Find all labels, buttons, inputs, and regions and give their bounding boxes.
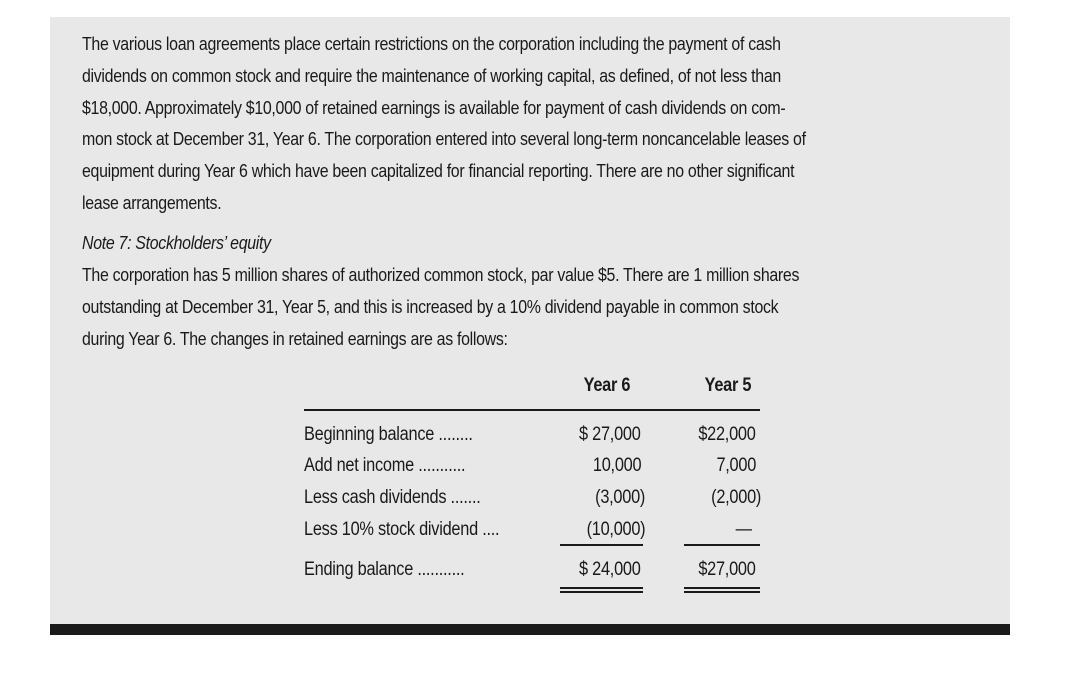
row-year6-value: (10,000) xyxy=(586,519,645,540)
row-year6-value: 10,000 xyxy=(592,455,641,476)
text-line: The corporation has 5 million shares of authorized common stock, par value $5. There are 1 million shares xyxy=(82,264,800,285)
header-year6: Year 6 xyxy=(583,375,630,396)
header-year5: Year 5 xyxy=(704,375,751,396)
text-line: during Year 6. The changes in retained earnings are as follows: xyxy=(82,327,508,349)
text-line: dividends on common stock and require the maintenance of working capital, as defined, of not less than xyxy=(82,64,781,86)
row-year6-value: $ 24,000 xyxy=(579,559,641,580)
total-double-rule-year6 xyxy=(560,591,643,593)
note-title: Note 7: Stockholders’ equity xyxy=(82,232,271,253)
row-label: Less 10% stock dividend .... xyxy=(304,519,500,540)
text-line: equipment during Year 6 which have been capitalized for financial reporting. There are no other significant xyxy=(82,160,795,182)
total-double-rule-year5 xyxy=(684,591,760,593)
text-line: The various loan agreements place certain restrictions on the corporation including the payment of cash xyxy=(82,33,781,54)
subtotal-rule-year6 xyxy=(560,544,643,546)
text-line: outstanding at December 31, Year 5, and this is increased by a 10% dividend payable in common stock xyxy=(82,295,779,317)
text-line: lease arrangements. xyxy=(82,191,222,213)
retained-earnings-table xyxy=(50,17,1010,625)
text-line: mon stock at December 31, Year 6. The corporation entered into several long-term noncancelable leases of xyxy=(82,128,806,150)
row-year5-value: $27,000 xyxy=(698,559,756,580)
header-rule xyxy=(304,409,760,411)
row-year5-value: $22,000 xyxy=(698,424,756,445)
row-year6-value: (3,000) xyxy=(595,487,645,508)
total-rule-year5 xyxy=(684,587,760,589)
row-label: Less cash dividends ....... xyxy=(304,487,481,508)
row-year6-value: $ 27,000 xyxy=(579,424,641,445)
document-panel xyxy=(50,17,1010,625)
row-year5-value: — xyxy=(735,519,752,540)
subtotal-rule-year5 xyxy=(684,544,760,546)
bottom-rule-bar xyxy=(50,624,1010,635)
row-label: Beginning balance ........ xyxy=(304,424,473,445)
row-year5-value: 7,000 xyxy=(716,455,756,476)
total-rule-year6 xyxy=(560,587,643,589)
row-year5-value: (2,000) xyxy=(711,487,761,508)
text-line: $18,000. Approximately $10,000 of retained earnings is available for payment of cash dividends on com- xyxy=(82,96,786,118)
row-label: Add net income ........... xyxy=(304,455,466,476)
row-label: Ending balance ........... xyxy=(304,559,465,580)
